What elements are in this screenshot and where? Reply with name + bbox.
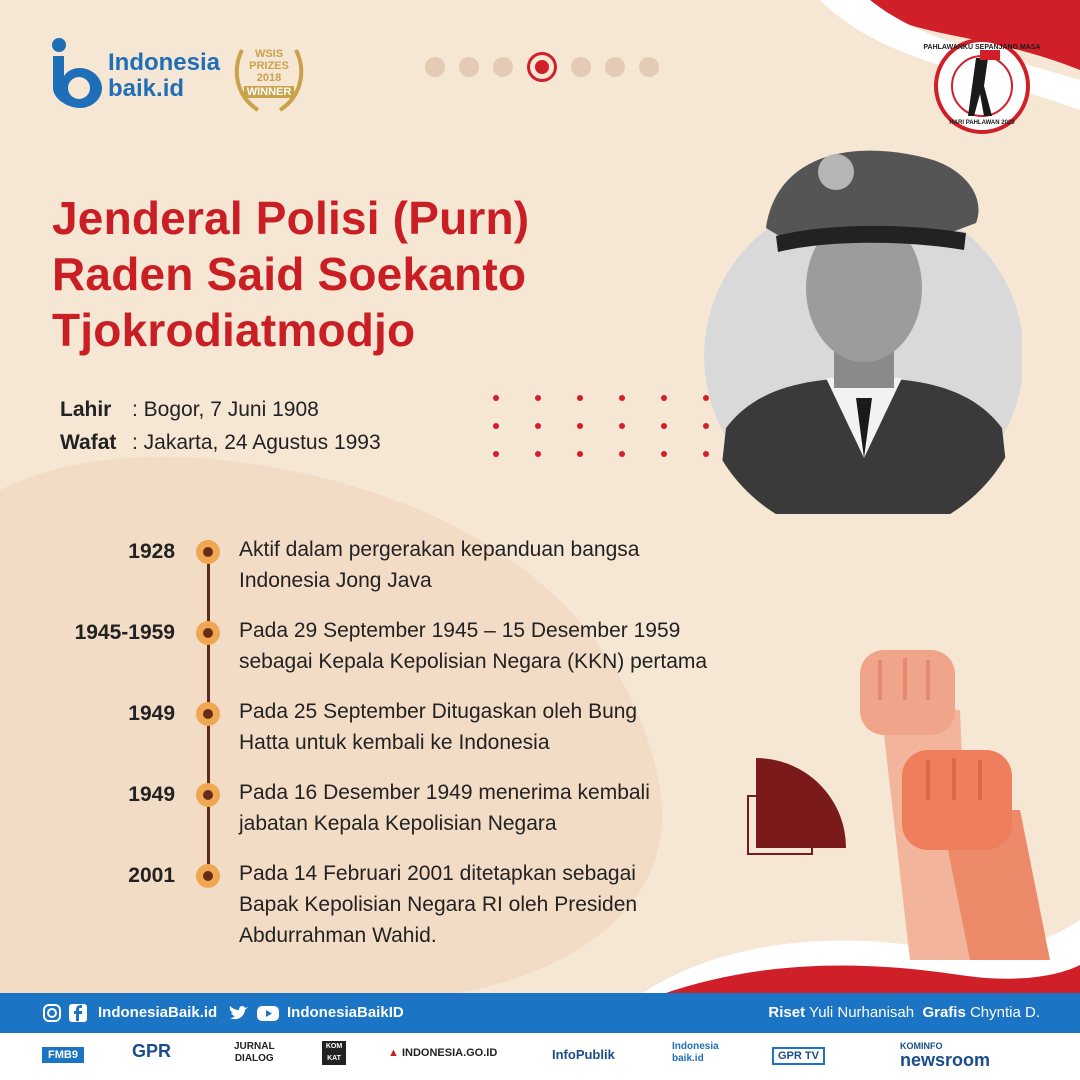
timeline-bullet-icon xyxy=(196,864,220,888)
pager-dot xyxy=(571,57,591,77)
facebook-icon[interactable] xyxy=(68,1003,88,1023)
desc-line: jabatan Kepala Kepolisian Negara xyxy=(239,812,557,835)
kominfo-newsroom-logo xyxy=(900,1039,991,1070)
timeline-bullet-icon xyxy=(196,702,220,726)
timeline-bullet-icon xyxy=(196,783,220,807)
riset-label: Riset xyxy=(768,1004,806,1021)
ib-line2: baik.id xyxy=(672,1053,704,1064)
timeline-year: 1949 xyxy=(128,783,175,806)
infopublik-logo: InfoPublik xyxy=(552,1047,615,1062)
title-line3: Tjokrodiatmodjo xyxy=(52,304,416,356)
gpr-tv-logo: GPR TV xyxy=(772,1047,825,1065)
pager-dot xyxy=(425,57,445,77)
grafis-name: Chyntia D. xyxy=(969,1004,1040,1021)
pager-dot xyxy=(459,57,479,77)
timeline-desc xyxy=(239,777,719,839)
brand-line2: baik.id xyxy=(108,75,185,102)
award-line3: 2018 xyxy=(256,72,282,84)
timeline-desc xyxy=(239,615,719,677)
desc-line: Aktif dalam pergerakan kepanduan bangsa xyxy=(239,538,640,561)
instagram-icon[interactable] xyxy=(42,1003,62,1023)
desc-line: Pada 14 Februari 2001 ditetapkan sebagai xyxy=(239,862,636,885)
title-line2: Raden Said Soekanto xyxy=(52,248,527,300)
portrait-photo xyxy=(696,128,1022,514)
ib-line1: Indonesia xyxy=(672,1041,719,1052)
award-line4: WINNER xyxy=(244,86,294,98)
timeline-year: 1945-1959 xyxy=(74,621,175,644)
pager-dot xyxy=(605,57,625,77)
hari-pahlawan-badge xyxy=(918,36,1046,136)
garuda-icon: ▲ xyxy=(388,1047,399,1059)
desc-line: Pada 25 September Ditugaskan oleh Bung xyxy=(239,700,638,723)
pager-dot xyxy=(639,57,659,77)
fmb9-logo: FMB9 xyxy=(42,1047,84,1063)
page-title xyxy=(52,190,529,358)
pager-dots xyxy=(425,52,659,82)
riset-name: Yuli Nurhanisah xyxy=(809,1004,915,1021)
timeline-year: 1928 xyxy=(128,540,175,563)
pager-dot-active xyxy=(527,52,557,82)
gpr-logo: GPR xyxy=(132,1041,172,1061)
timeline-bullet-icon xyxy=(196,621,220,645)
desc-line: Indonesia Jong Java xyxy=(239,569,432,592)
jurnal-line2: DIALOG xyxy=(234,1053,274,1064)
award-line1: WSIS xyxy=(254,48,284,60)
timeline-desc xyxy=(239,534,719,596)
desc-line: Abdurrahman Wahid. xyxy=(239,924,437,947)
twitter-icon[interactable] xyxy=(228,1003,250,1023)
timeline-desc xyxy=(239,696,719,758)
badge-text: PAHLAWANKU SEPANJANG MASA xyxy=(923,44,1041,51)
jurnal-line1: JURNAL xyxy=(234,1041,275,1052)
desc-line: sebagai Kepala Kepolisian Negara (KKN) pertama xyxy=(239,650,708,673)
timeline-bullet-icon xyxy=(196,540,220,564)
pager-dot xyxy=(493,57,513,77)
desc-line: Pada 29 September 1945 – 15 Desember 1959 xyxy=(239,619,681,642)
quarter-circle-decoration xyxy=(746,748,856,858)
brand-name xyxy=(108,50,220,102)
died-label: Wafat xyxy=(60,431,117,454)
died-value: : Jakarta, 24 Agustus 1993 xyxy=(132,431,381,454)
indonesiabaik-small-logo xyxy=(672,1041,719,1065)
desc-line: Pada 16 Desember 1949 menerima kembali xyxy=(239,781,650,804)
social-handle-1[interactable]: IndonesiaBaik.id xyxy=(98,1004,218,1021)
wsis-award-badge xyxy=(228,30,310,122)
grafis-label: Grafis xyxy=(922,1004,966,1021)
komkat-logo: KOM KAT xyxy=(322,1041,346,1065)
indonesia-go-id-text: INDONESIA.GO.ID xyxy=(401,1047,498,1059)
indonesia-go-id-logo xyxy=(388,1047,497,1059)
title-line1: Jenderal Polisi (Purn) xyxy=(52,192,530,244)
desc-line: Bapak Kepolisian Negara RI oleh Presiden xyxy=(239,893,638,916)
social-handle-2[interactable]: IndonesiaBaikID xyxy=(287,1004,404,1021)
timeline-year: 1949 xyxy=(128,702,175,725)
bio-info xyxy=(60,393,381,459)
footer-bar xyxy=(0,993,1080,1033)
kominfo-line1: KOMINFO xyxy=(900,1041,943,1051)
born-label: Lahir xyxy=(60,398,112,421)
born-value: : Bogor, 7 Juni 1908 xyxy=(132,398,319,421)
brand-line1: Indonesia xyxy=(108,49,221,76)
timeline-desc xyxy=(239,858,719,951)
award-line2: PRIZES xyxy=(249,60,289,72)
raised-fists-illustration xyxy=(850,640,1080,960)
credits xyxy=(768,1004,1040,1021)
badge-subtext: HARI PAHLAWAN 2020 xyxy=(949,120,1015,126)
jurnal-dialog-logo xyxy=(234,1041,275,1065)
indonesiabaik-logo-icon xyxy=(50,38,106,108)
youtube-icon[interactable] xyxy=(256,1003,280,1023)
kominfo-line2: newsroom xyxy=(900,1050,991,1070)
partner-logos xyxy=(0,1033,1080,1080)
desc-line: Hatta untuk kembali ke Indonesia xyxy=(239,731,550,754)
timeline-year: 2001 xyxy=(128,864,175,887)
